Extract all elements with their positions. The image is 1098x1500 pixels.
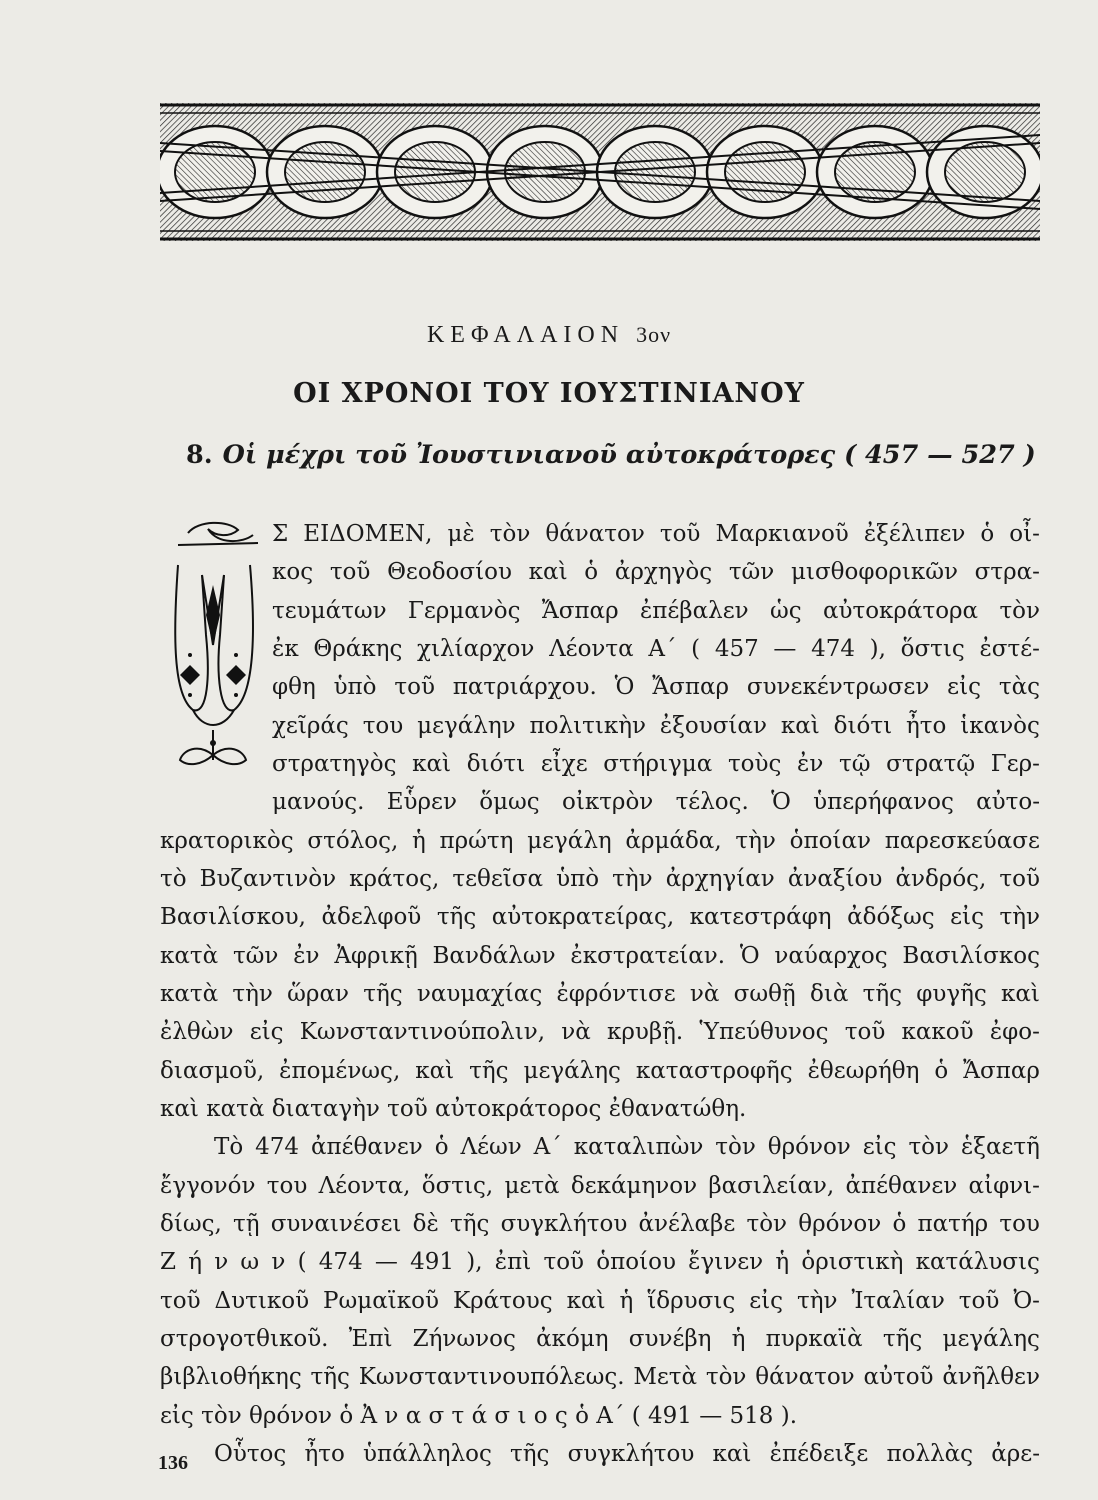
body-line-3: τευμάτων Γερμανὸς Ἄσπαρ ἐπέβαλεν ὡς αὐτοκράτορα τὸν bbox=[272, 598, 1040, 624]
body-line-6: χεῖράς του μεγάλην πολιτικὴν ἐξουσίαν καὶ διότι ἦτο ἱκανὸς bbox=[272, 713, 1040, 739]
body-line-16: καὶ κατὰ διαταγὴν τοῦ αὐτοκράτορος ἐθανατώθη. bbox=[160, 1096, 747, 1122]
body-line-13: κατὰ τὴν ὥραν τῆς ναυμαχίας ἐφρόντισε νὰ σωθῇ διὰ τῆς φυγῆς καὶ bbox=[160, 981, 1040, 1007]
body-line-10: τὸ Βυζαντινὸν κράτος, τεθεῖσα ὑπὸ τὴν ἀρχηγίαν ἀναξίου ἀνδρός, τοῦ bbox=[160, 866, 1040, 892]
page-number: 136 bbox=[158, 1452, 188, 1474]
body-line-19: δίως, τῇ συναινέσει δὲ τῆς συγκλήτου ἀνέλαβε τὸν θρόνον ὁ πατήρ του bbox=[160, 1211, 1040, 1237]
body-line-12: κατὰ τῶν ἐν Ἀφρικῇ Βανδάλων ἐκστρατείαν. Ὁ ναύαρχος Βασιλίσκος bbox=[160, 943, 1040, 969]
ornament-band bbox=[160, 103, 1040, 241]
ornamental-initial bbox=[158, 515, 268, 780]
body-line-4: ἐκ Θράκης χιλίαρχον Λέοντα Α΄ ( 457 — 474 ), ὅστις ἐστέ- bbox=[272, 636, 1040, 662]
body-line-17: Τὸ 474 ἀπέθανεν ὁ Λέων Α΄ καταλιπὼν τὸν θρόνον εἰς τὸν ἑξαετῆ bbox=[214, 1134, 1040, 1160]
body-line-11: Βασιλίσκου, ἀδελφοῦ τῆς αὐτοκρατείρας, κατεστράφη ἀδόξως εἰς τὴν bbox=[160, 904, 1040, 930]
chapter-label-word: ΚΕΦΑΛΑΙΟΝ bbox=[426, 322, 625, 348]
body-line-18: ἔγγονόν του Λέοντα, ὅστις, μετὰ δεκάμηνον βασιλείαν, ἀπέθανεν αἰφνι- bbox=[160, 1173, 1040, 1199]
body-line-21: τοῦ Δυτικοῦ Ρωμαϊκοῦ Κράτους καὶ ἡ ἵδρυσις εἰς τὴν Ἰταλίαν τοῦ Ὀ- bbox=[160, 1288, 1040, 1314]
body-line-2: κος τοῦ Θεοδοσίου καὶ ὁ ἀρχηγὸς τῶν μισθοφορικῶν στρα- bbox=[272, 559, 1040, 585]
body-line-24: εἰς τὸν θρόνον ὁ Ἀ ν α σ τ ά σ ι ο ς ὁ Α΄ ( 491 — 518 ). bbox=[160, 1403, 798, 1429]
body-line-14: ἐλθὼν εἰς Κωνσταντινούπολιν, νὰ κρυβῇ. Ὑπεύθυνος τοῦ κακοῦ ἐφο- bbox=[160, 1019, 1040, 1045]
body-line-22: στρογοτθικοῦ. Ἐπὶ Ζήνωνος ἀκόμη συνέβη ἡ πυρκαϊὰ τῆς μεγάλης bbox=[160, 1326, 1040, 1352]
body-line-23: βιβλιοθήκης τῆς Κωνσταντινουπόλεως. Μετὰ τὸν θάνατον αὐτοῦ ἀνῆλθεν bbox=[160, 1364, 1040, 1390]
chapter-title: ΟΙ ΧΡΟΝΟΙ ΤΟΥ ΙΟΥΣΤΙΝΙΑΝΟΥ bbox=[293, 378, 805, 409]
chapter-label bbox=[0, 322, 1098, 349]
body-line-1: Σ ΕΙΔΟΜΕΝ, μὲ τὸν θάνατον τοῦ Μαρκιανοῦ ἐξέλιπεν ὁ οἶ- bbox=[272, 521, 1040, 547]
body-line-9: κρατορικὸς στόλος, ἡ πρώτη μεγάλη ἀρμάδα, τὴν ὁποίαν παρεσκεύασε bbox=[160, 828, 1040, 854]
section-heading bbox=[186, 440, 1036, 470]
chapter-number: 3ον bbox=[636, 322, 672, 347]
section-title: Οἱ μέχρι τοῦ Ἰουστινιανοῦ αὐτοκράτορες ( 457 — 527 ) bbox=[222, 440, 1036, 470]
body-line-25: Οὗτος ἦτο ὑπάλληλος τῆς συγκλήτου καὶ ἐπέδειξε πολλὰς ἀρε- bbox=[214, 1441, 1040, 1467]
body-line-15: διασμοῦ, ἐπομένως, καὶ τῆς μεγάλης καταστροφῆς ἐθεωρήθη ὁ Ἄσπαρ bbox=[160, 1058, 1040, 1084]
body-line-20: Ζ ή ν ω ν ( 474 — 491 ), ἐπὶ τοῦ ὁποίου ἔγινεν ἡ ὁριστικὴ κατάλυσις bbox=[160, 1249, 1040, 1275]
body-line-8: μανούς. Εὗρεν ὅμως οἰκτρὸν τέλος. Ὁ ὑπερήφανος αὐτο- bbox=[272, 789, 1040, 815]
body-line-5: φθη ὑπὸ τοῦ πατριάρχου. Ὁ Ἄσπαρ συνεκέντρωσεν εἰς τὰς bbox=[272, 674, 1040, 700]
body-line-7: στρατηγὸς καὶ διότι εἶχε στήριγμα τοὺς ἐν τῷ στρατῷ Γερ- bbox=[272, 751, 1040, 777]
section-number: 8. bbox=[186, 440, 213, 470]
